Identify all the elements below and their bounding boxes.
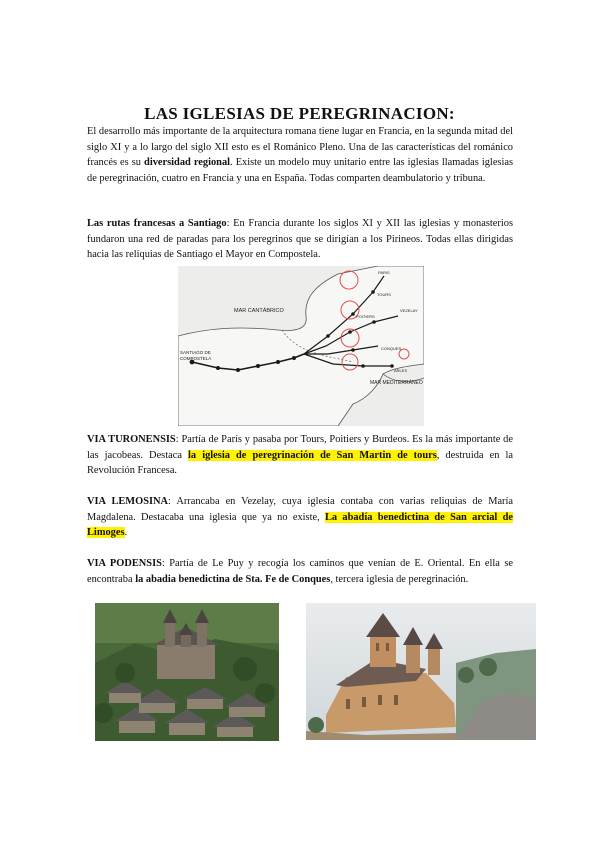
- lemosina-text: : Arrancaba en Vezelay, cuya iglesia contaba con varias reliquias de María Magdalena. Destacaba una iglesia que ya no existe,: [87, 496, 514, 523]
- pilgrimage-routes-map: [178, 266, 424, 426]
- lemosina-highlight: La abadía benedictina de San arcial de Limoges: [87, 511, 514, 539]
- label-sea-south: MAR MEDITERRÁNEO: [370, 380, 423, 386]
- turonensis-heading: VIA TURONENSIS: [87, 434, 176, 445]
- turonensis-text-end: , destruida en la Revolución Francesa.: [87, 449, 513, 477]
- intro-paragraph: [87, 124, 513, 186]
- label-sea-north: MAR CANTÁBRICO: [234, 308, 284, 314]
- lemosina-text-end: .: [124, 527, 128, 539]
- label-poitiers: POITIERS: [356, 314, 375, 319]
- routes-text: : En Francia durante los siglos XI y XII las iglesias y monasterios fundaron una red de paradas para los peregrinos que se dirigían a los Pirineos. Todas ellas dirigidas hacia las reliquias de Santiago el Mayor en Compostela.: [87, 218, 513, 261]
- page-title: LAS IGLESIAS DE PEREGRINACION:: [144, 104, 455, 123]
- label-vezelay: VEZELAY: [400, 308, 418, 313]
- turonensis-paragraph: [87, 432, 513, 479]
- podensis-paragraph: [87, 556, 513, 587]
- label-conques: CONQUES: [381, 346, 402, 351]
- podensis-text-end: , tercera iglesia de peregrinación.: [330, 573, 469, 585]
- lemosina-heading: VIA LEMOSINA: [87, 496, 169, 507]
- intro-text: El desarrollo más importante de la arquitectura romana tiene lugar en Francia, en la segunda mitad del siglo XI y a lo largo del siglo XII esto es el Románico Pleno. Una de las características del románico francés es su: [87, 126, 513, 169]
- label-paris: PARIS: [378, 270, 390, 275]
- conques-village-photo: [95, 603, 279, 741]
- lemosina-paragraph: [87, 494, 513, 541]
- podensis-bold: la abadia benedictina de Sta. Fe de Conques: [135, 573, 331, 585]
- podensis-text: : Partía de Le Puy y recogía los caminos que venían de E. Oriental. En ella se encontraba: [87, 558, 513, 585]
- intro-text-end: . Existe un modelo muy unitario entre las iglesias llamadas iglesias de peregrinación, cuatro en Francia y una en España. Todas comparten deambulatorio y tribuna.: [87, 157, 514, 184]
- intro-bold: diversidad regional: [144, 157, 231, 169]
- routes-heading: Las rutas francesas a Santiago: [87, 218, 227, 229]
- label-santiago-2: COMPOSTELA: [180, 356, 212, 361]
- turonensis-text: : Partía de París y pasaba por Tours, Poitiers y Burdeos. Es la más importante de las jacobeas. Destaca: [87, 434, 513, 461]
- label-tours: TOURS: [377, 292, 391, 297]
- label-santiago-1: SANTIAGO DE: [180, 350, 211, 355]
- label-arles: ARLES: [394, 368, 408, 373]
- routes-paragraph: [87, 216, 513, 263]
- turonensis-highlight: la iglesia de peregrinación de San Martin de tours: [188, 449, 437, 461]
- sainte-foy-church-photo: [306, 603, 536, 740]
- podensis-heading: VIA PODENSIS: [87, 558, 162, 569]
